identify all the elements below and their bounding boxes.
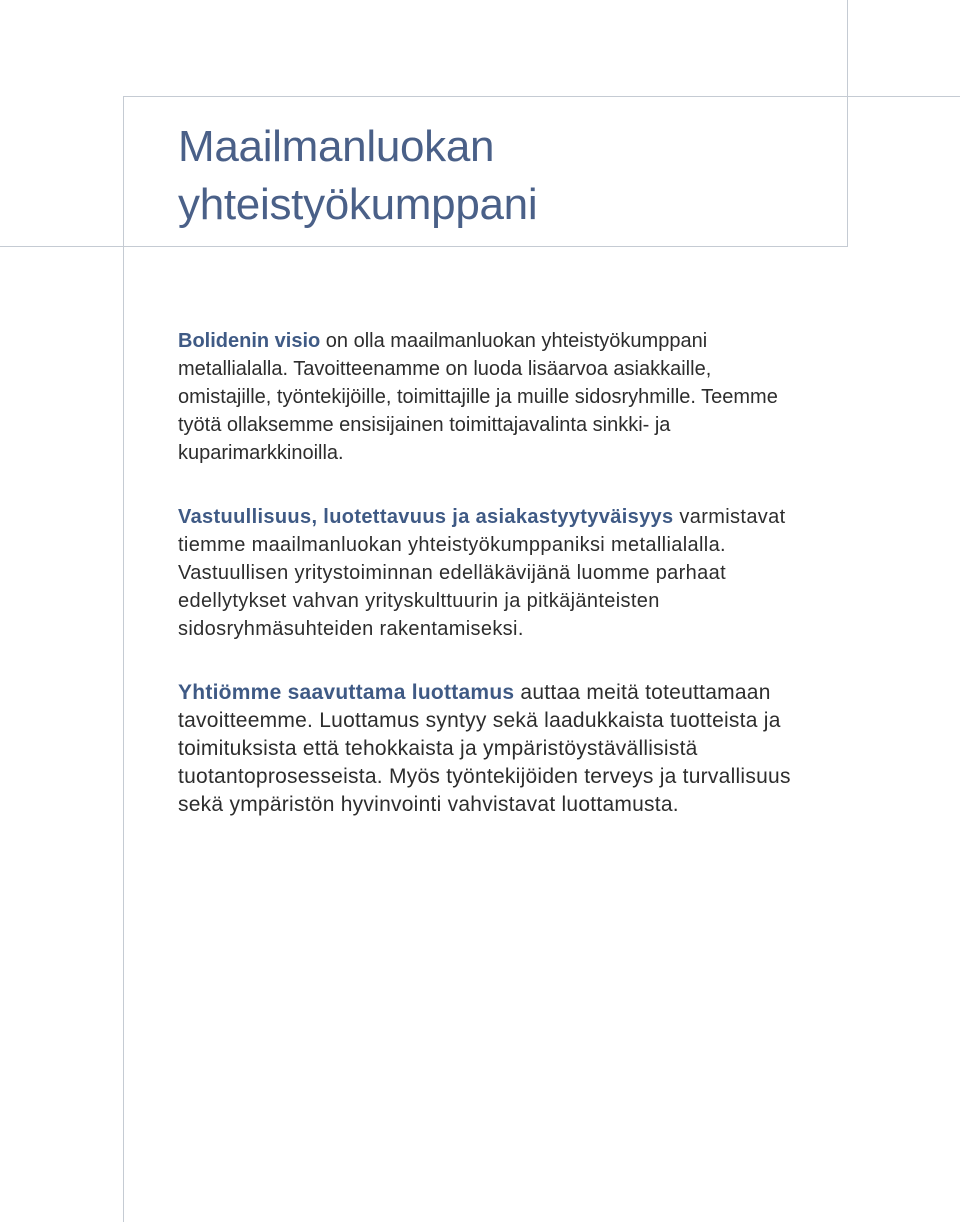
paragraph-lead: Vastuullisuus, luotettavuus ja asiakastyytyväisyys xyxy=(178,506,674,528)
paragraph-lead: Bolidenin visio xyxy=(178,330,321,352)
body-text xyxy=(178,327,798,855)
paragraph-text: varmistavat tiemme maailmanluokan yhteistyökumppaniksi metallialalla. Vastuullisen yritystoiminnan edelläkävijänä luomme parhaat edellytykset vahvan yrityskulttuurin ja pitkäjänteisten sidosryhmäsuhteiden rakentamiseksi. xyxy=(178,506,786,640)
title-box-right-line xyxy=(847,0,848,247)
paragraph-text: on olla maailmanluokan yhteistyökumppani metallialalla. Tavoitteenamme on luoda lisäarvoa asiakkaille, omistajille, työntekijöille, toimittajille ja muille sidosryhmille. Teemme työtä ollaksemme ensisijainen toimittajavalinta sinkki- ja kuparimarkkinoilla. xyxy=(178,330,778,464)
title-box-bottom-line xyxy=(0,246,848,247)
paragraph-text: auttaa meitä toteuttamaan tavoitteemme. Luottamus syntyy sekä laadukkaista tuotteista ja toimituksista että tehokkaista ja ympäristöystävällisistä tuotantoprosesseista. Myös työntekijöiden terveys ja turvallisuus sekä ympäristön hyvinvointi vahvistavat luottamusta. xyxy=(178,681,791,816)
frame-line-top xyxy=(123,96,960,97)
paragraph-lead: Yhtiömme saavuttama luottamus xyxy=(178,681,515,704)
page-title-line-2: yhteistyökumppani xyxy=(178,180,538,229)
frame-line-left xyxy=(123,96,124,1222)
paragraph-trust xyxy=(178,679,798,819)
page-title xyxy=(178,118,537,234)
paragraph-responsibility xyxy=(178,503,798,643)
page-title-line-1: Maailmanluokan xyxy=(178,122,495,171)
paragraph-vision xyxy=(178,327,798,467)
